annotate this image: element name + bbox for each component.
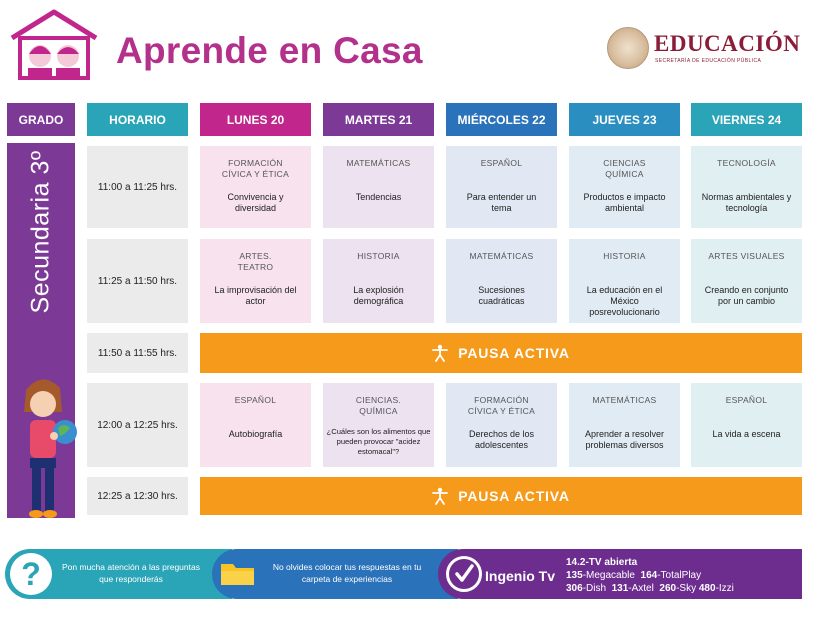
schedule-cell — [691, 239, 802, 323]
subject-label: HISTORIA — [357, 251, 400, 261]
time-slot: 11:00 a 11:25 hrs. — [87, 146, 188, 228]
channel-provider: -Sky — [676, 583, 697, 594]
time-slot: 12:00 a 12:25 hrs. — [87, 383, 188, 467]
channel-provider: -Izzi — [715, 583, 734, 594]
ministry-subtitle: SECRETARÍA DE EDUCACIÓN PÚBLICA — [655, 58, 762, 64]
ingenio-tv-label: Ingenio Tv — [485, 568, 555, 584]
subject-label: ESPAÑOL — [725, 395, 768, 405]
subject-label: ARTES VISUALES — [708, 251, 785, 261]
topic-label: Aprender a resolver problemas diversos — [584, 429, 665, 450]
channel-number: 480 — [698, 583, 716, 594]
folder-text: No olvides colocar tus respuestas en tu carpeta de experiencias — [272, 562, 422, 584]
header-day-monday: LUNES 20 — [200, 103, 311, 136]
channel-number: 306 — [566, 583, 583, 594]
active-break-bar — [200, 477, 802, 515]
time-slot: 11:25 a 11:50 hrs. — [87, 239, 188, 323]
channel-line — [566, 570, 701, 581]
channel-number: 135 — [566, 570, 583, 581]
channel-provider: -TotalPlay — [657, 570, 702, 581]
active-break-label: PAUSA ACTIVA — [458, 345, 570, 361]
channel-provider: -Axtel — [628, 583, 654, 594]
channel-line — [566, 557, 637, 568]
subject-label: HISTORIA — [603, 251, 646, 261]
header-day-thursday: JUEVES 23 — [569, 103, 680, 136]
channel-provider: -Megacable — [582, 570, 635, 581]
subject-label: TECNOLOGÍA — [717, 158, 776, 168]
channel-provider: -Dish — [582, 583, 607, 594]
schedule-cell — [323, 239, 434, 323]
topic-label: Para entender un tema — [466, 192, 537, 213]
subject-label: ESPAÑOL — [234, 395, 277, 405]
topic-label: Autobiografía — [228, 429, 283, 439]
subject-label: FORMACIÓN CÍVICA Y ÉTICA — [221, 158, 290, 179]
topic-label: La explosión demográfica — [353, 285, 404, 306]
national-seal-icon — [607, 27, 649, 69]
topic-label: ¿Cuáles son los alimentos que pueden provocar "acidez estomacal"? — [326, 427, 431, 456]
house-logo-icon — [8, 8, 100, 82]
header-day-tuesday: MARTES 21 — [323, 103, 434, 136]
header-grado: GRADO — [7, 103, 75, 136]
channel-number: 260 — [659, 583, 677, 594]
topic-label: Normas ambientales y tecnología — [701, 192, 792, 213]
topic-label: La vida a escena — [712, 429, 781, 439]
schedule-cell — [569, 239, 680, 323]
grade-label: Secundaria 3º — [26, 150, 55, 314]
subject-label: CIENCIAS QUÍMICA — [603, 158, 646, 179]
schedule-cell — [200, 239, 311, 323]
header-horario: HORARIO — [87, 103, 188, 136]
schedule-cell — [569, 383, 680, 467]
subject-label: MATEMÁTICAS — [346, 158, 411, 168]
channel-line — [566, 583, 734, 594]
schedule-cell — [691, 146, 802, 228]
schedule-cell — [569, 146, 680, 228]
folder-icon — [220, 560, 256, 586]
channel-provider: -TV abierta — [585, 557, 638, 568]
schedule-cell — [446, 239, 557, 323]
header-day-friday: VIERNES 24 — [691, 103, 802, 136]
time-slot: 12:25 a 12:30 hrs. — [87, 477, 188, 515]
topic-label: Tendencias — [355, 192, 402, 202]
topic-label: Derechos de los adolescentes — [468, 429, 535, 450]
topic-label: Creando en conjunto por un cambio — [704, 285, 789, 306]
topic-label: La educación en el México posrevolucionario — [586, 285, 663, 317]
schedule-cell — [200, 383, 311, 467]
active-break-bar — [200, 333, 802, 373]
subject-label: ESPAÑOL — [480, 158, 523, 168]
topic-label: Convivencia y diversidad — [227, 192, 284, 213]
time-slot: 11:50 a 11:55 hrs. — [87, 333, 188, 373]
schedule-cell — [323, 146, 434, 228]
subject-label: FORMACIÓN CÍVICA Y ÉTICA — [467, 395, 536, 416]
topic-label: La improvisación del actor — [214, 285, 297, 306]
subject-label: ARTES. TEATRO — [237, 251, 274, 272]
channel-number: 14.2 — [566, 557, 586, 568]
stretching-person-icon — [432, 487, 448, 505]
subject-label: MATEMÁTICAS — [592, 395, 657, 405]
subject-label: MATEMÁTICAS — [469, 251, 534, 261]
active-break-label: PAUSA ACTIVA — [458, 488, 570, 504]
page-title: Aprende en Casa — [116, 30, 423, 71]
question-mark-icon: ? — [10, 553, 52, 595]
schedule-cell — [691, 383, 802, 467]
ministry-name: EDUCACIÓN — [654, 31, 801, 56]
schedule-cell — [200, 146, 311, 228]
channel-number: 164 — [640, 570, 658, 581]
schedule-cell — [446, 146, 557, 228]
topic-label: Sucesiones cuadráticas — [478, 285, 525, 306]
topic-label: Productos e impacto ambiental — [583, 192, 666, 213]
student-with-globe-icon — [8, 372, 80, 520]
stretching-person-icon — [432, 344, 448, 362]
attention-text: Pon mucha atención a las preguntas que responderás — [62, 562, 200, 584]
subject-label: CIENCIAS. QUÍMICA — [355, 395, 402, 416]
channel-number: 131 — [611, 583, 629, 594]
schedule-cell — [323, 383, 434, 467]
check-icon — [446, 556, 482, 592]
header-day-wednesday: MIÉRCOLES 22 — [446, 103, 557, 136]
schedule-cell — [446, 383, 557, 467]
